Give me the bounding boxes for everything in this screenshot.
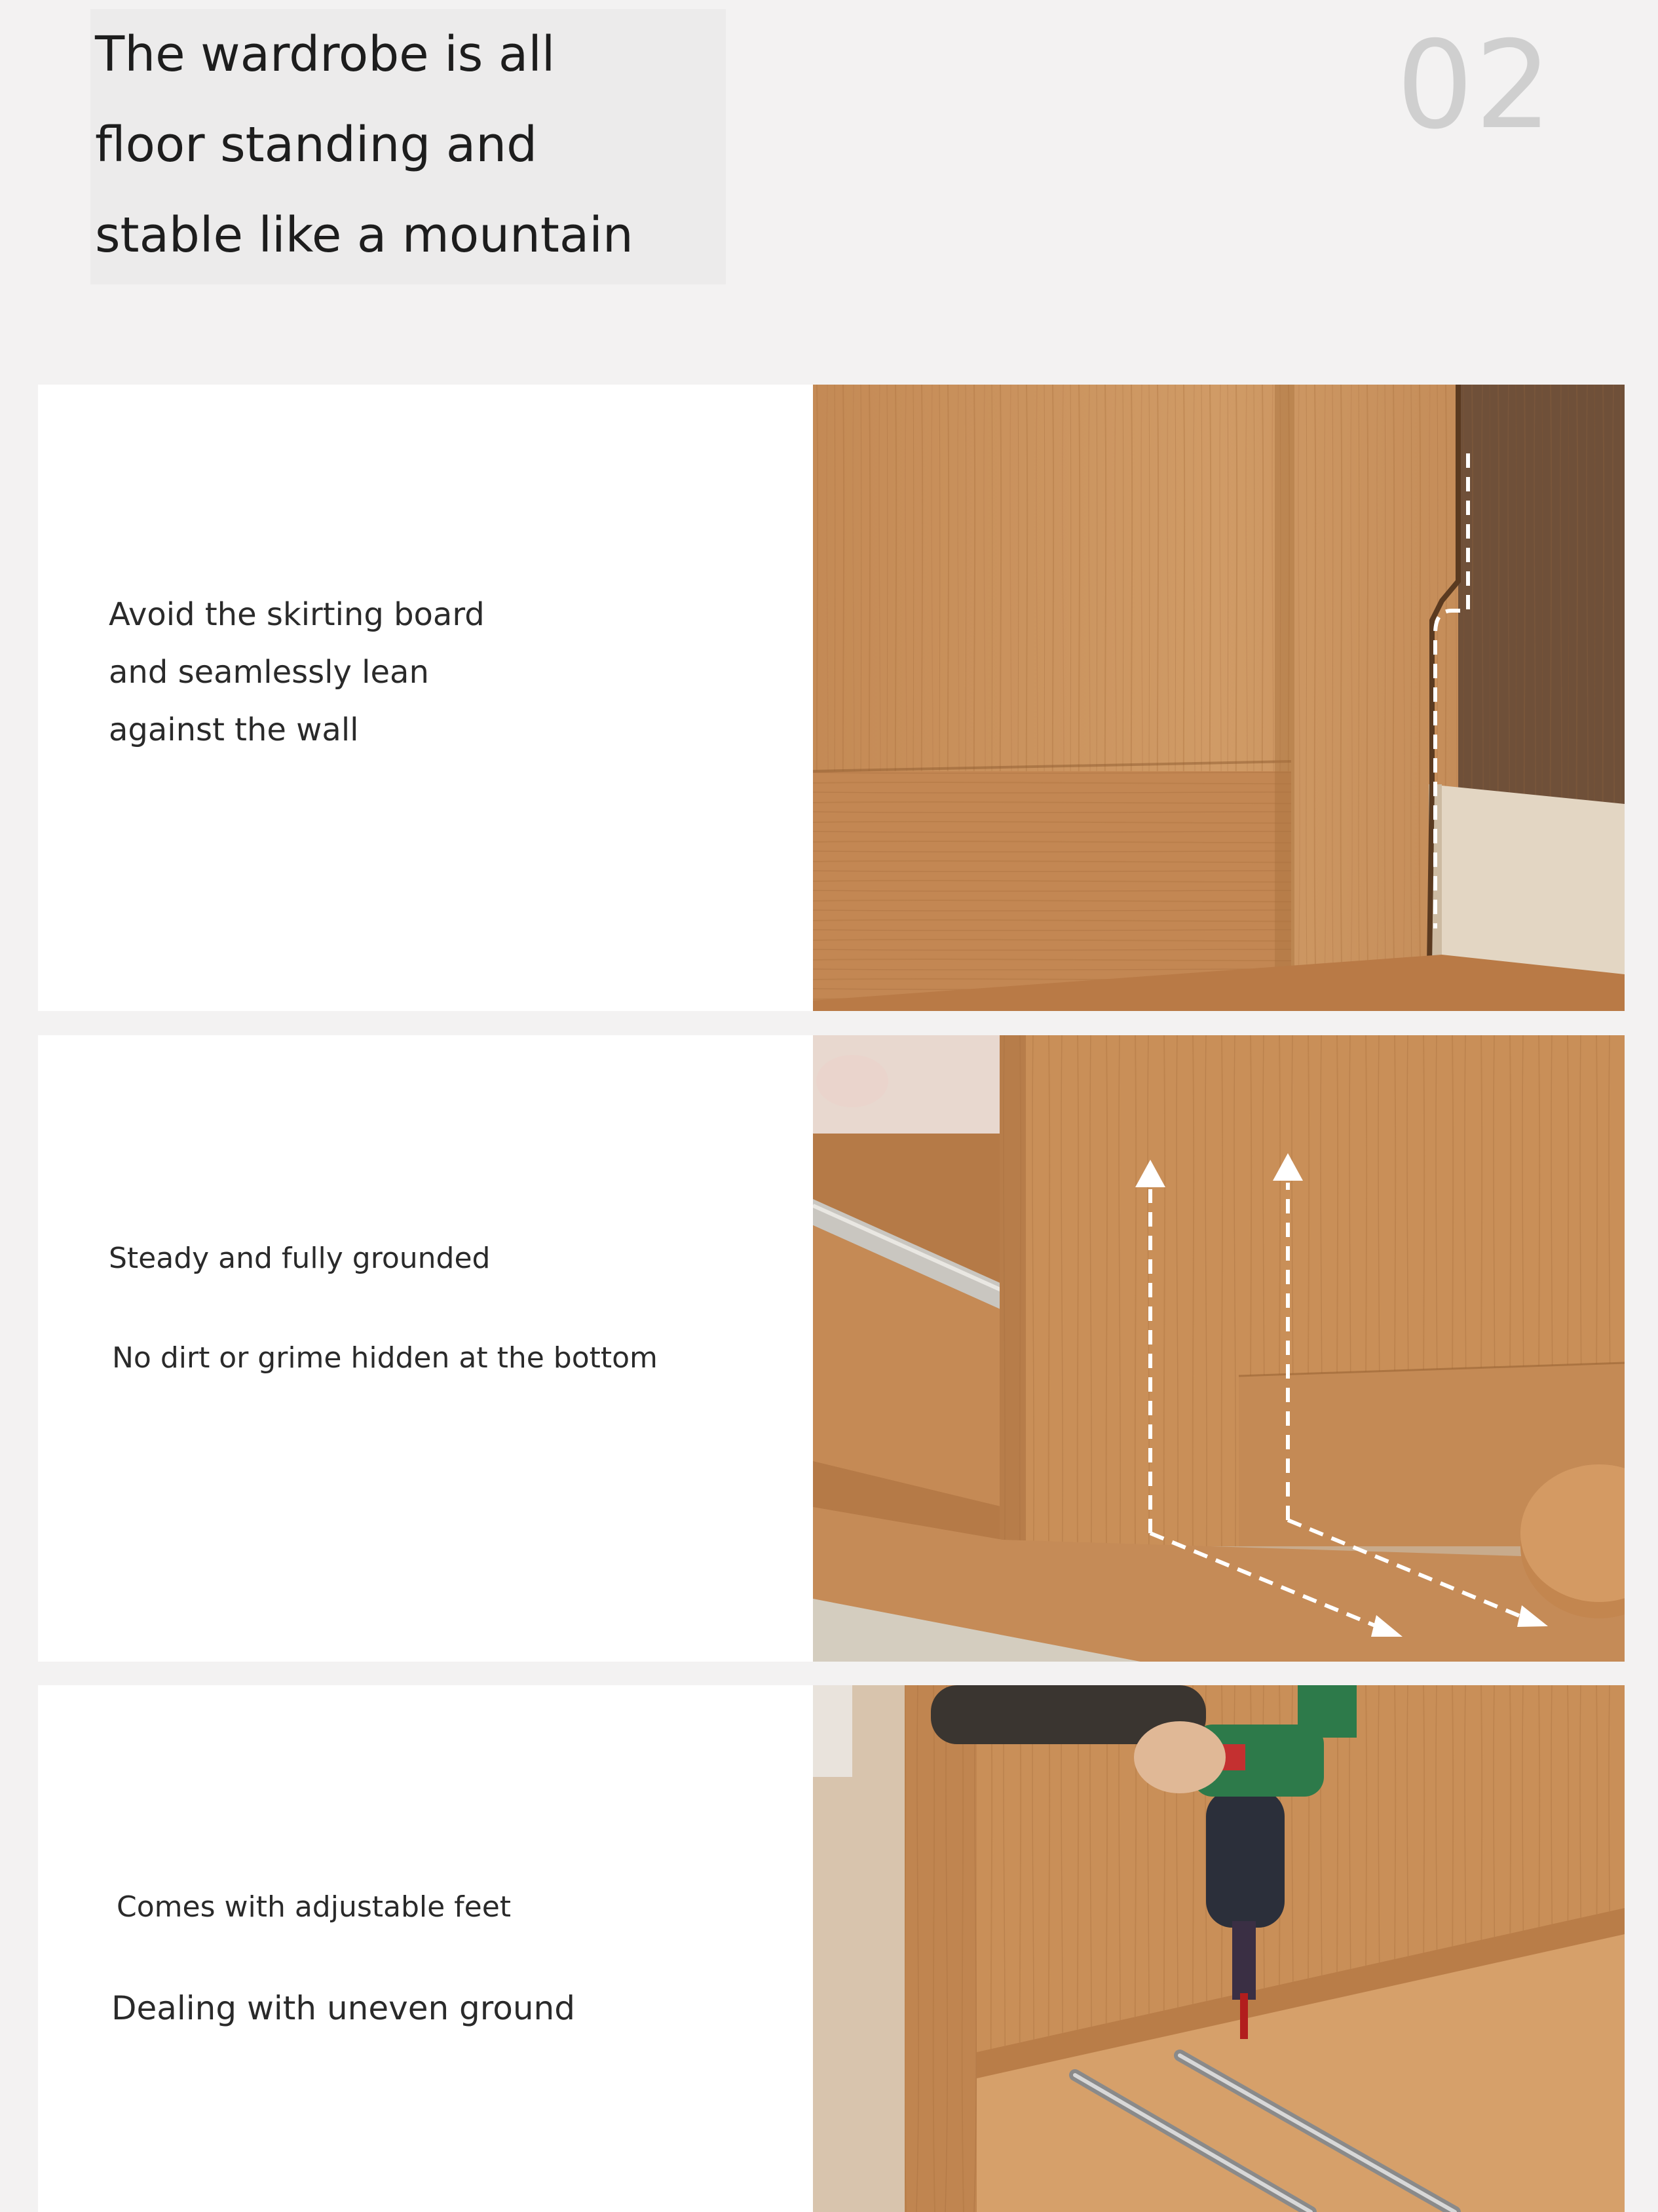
title-line-2: floor standing and xyxy=(95,117,538,173)
title-line-1: The wardrobe is all xyxy=(95,26,556,83)
feature-panel-grounded xyxy=(38,1035,1625,1662)
feature-panel-skirting-board xyxy=(38,385,1625,1011)
page-title xyxy=(95,9,633,280)
adjustable-feet-photo xyxy=(813,1685,1625,2212)
feature-line: No dirt or grime hidden at the bottom xyxy=(112,1341,658,1375)
title-line-3: stable like a mountain xyxy=(95,207,633,263)
feature-line: Dealing with uneven ground xyxy=(111,1989,575,2027)
feature-line: Steady and fully grounded xyxy=(109,1242,491,1275)
feature-line: against the wall xyxy=(109,712,359,748)
feature-line: Avoid the skirting board xyxy=(109,596,485,633)
feature-text xyxy=(111,1886,575,2030)
wardrobe-floor-photo xyxy=(813,1035,1625,1662)
feature-text xyxy=(109,1237,658,1380)
feature-line: Comes with adjustable feet xyxy=(117,1890,512,1924)
feature-text xyxy=(109,586,485,759)
feature-line: and seamlessly lean xyxy=(109,654,429,691)
wardrobe-wall-photo xyxy=(813,385,1625,1011)
section-number: 02 xyxy=(1396,14,1553,156)
feature-panel-adjustable-feet xyxy=(38,1685,1625,2212)
